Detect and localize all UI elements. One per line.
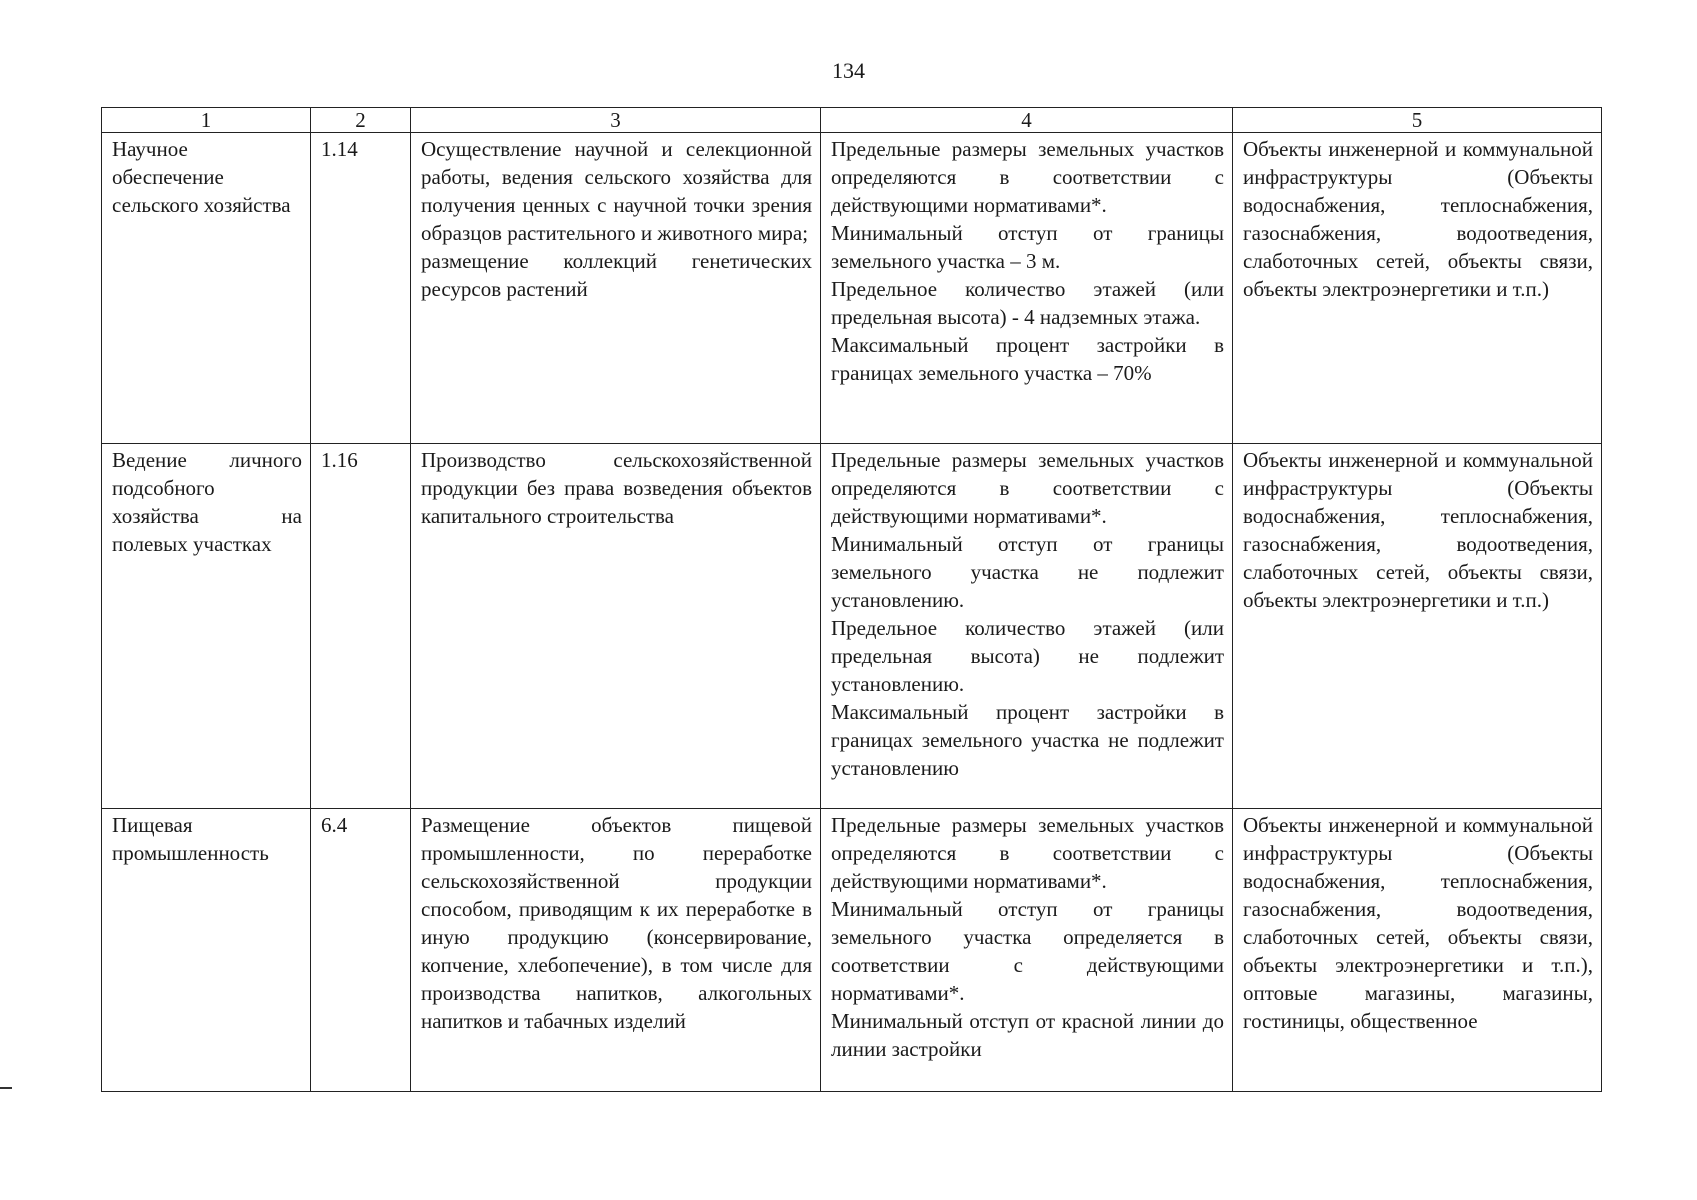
column-header: 2 [311,108,411,133]
table-row [102,133,1602,444]
parameters-cell [821,444,1233,809]
use-name-cell: Научное обеспечение сельского хозяйства [102,133,311,444]
description-paragraph: размещение коллекций генетических ресурсов растений [421,249,812,301]
zoning-table [101,107,1602,1092]
parameter-paragraph: Минимальный отступ от границы земельного участка – 3 м. [831,221,1224,273]
margin-mark [0,1087,12,1089]
parameter-paragraph: Максимальный процент застройки в границах земельного участка – 70% [831,333,1224,385]
description-cell [411,809,821,1092]
use-name-cell: Ведение личного подсобного хозяйства на полевых участках [102,444,311,809]
use-code-cell: 6.4 [311,809,411,1092]
parameter-paragraph: Предельные размеры земельных участков определяются в соответствии с действующими нормативами*. [831,137,1224,217]
parameter-paragraph: Минимальный отступ от границы земельного участка не подлежит установлению. [831,532,1224,612]
parameter-paragraph: Предельные размеры земельных участков определяются в соответствии с действующими нормативами*. [831,448,1224,528]
table-row [102,809,1602,1092]
column-header: 5 [1233,108,1602,133]
column-header: 3 [411,108,821,133]
parameter-paragraph: Максимальный процент застройки в границах земельного участка не подлежит установлению [831,700,1224,780]
description-paragraph: Производство сельскохозяйственной продукции без права возведения объектов капитального строительства [421,448,812,528]
objects-cell: Объекты инженерной и коммунальной инфраструктуры (Объекты водоснабжения, теплоснабжения, газоснабжения, водоотведения, слаботочных сетей, объекты связи, объекты электроэнергетики и т.п.), оптовые магазины, магазины, гостиницы, общественное [1233,809,1602,1092]
column-header: 4 [821,108,1233,133]
parameters-cell [821,133,1233,444]
page-number: 134 [832,58,865,83]
description-cell [411,133,821,444]
parameter-paragraph: Предельные размеры земельных участков определяются в соответствии с действующими нормативами*. [831,813,1224,893]
parameters-cell [821,809,1233,1092]
table-row [102,444,1602,809]
description-paragraph: Размещение объектов пищевой промышленности, по переработке сельскохозяйственной продукции способом, приводящим к их переработке в иную продукцию (консервирование, копчение, хлебопечение), в том числе для производства напитков, алкогольных напитков и табачных изделий [421,813,812,1033]
header-row [102,108,1602,133]
parameter-paragraph: Минимальный отступ от красной линии до линии застройки [831,1009,1224,1061]
use-code-cell: 1.16 [311,444,411,809]
objects-cell: Объекты инженерной и коммунальной инфраструктуры (Объекты водоснабжения, теплоснабжения, газоснабжения, водоотведения, слаботочных сетей, объекты связи, объекты электроэнергетики и т.п.) [1233,444,1602,809]
parameter-paragraph: Минимальный отступ от границы земельного участка определяется в соответствии с действующими нормативами*. [831,897,1224,1005]
description-paragraph: Осуществление научной и селекционной работы, ведения сельского хозяйства для получения ценных с научной точки зрения образцов растительного и животного мира; [421,137,812,245]
objects-cell: Объекты инженерной и коммунальной инфраструктуры (Объекты водоснабжения, теплоснабжения, газоснабжения, водоотведения, слаботочных сетей, объекты связи, объекты электроэнергетики и т.п.) [1233,133,1602,444]
description-cell [411,444,821,809]
use-name-cell: Пищевая промышленность [102,809,311,1092]
parameter-paragraph: Предельное количество этажей (или предельная высота) не подлежит установлению. [831,616,1224,696]
use-code-cell: 1.14 [311,133,411,444]
column-header: 1 [102,108,311,133]
parameter-paragraph: Предельное количество этажей (или предельная высота) - 4 надземных этажа. [831,277,1224,329]
